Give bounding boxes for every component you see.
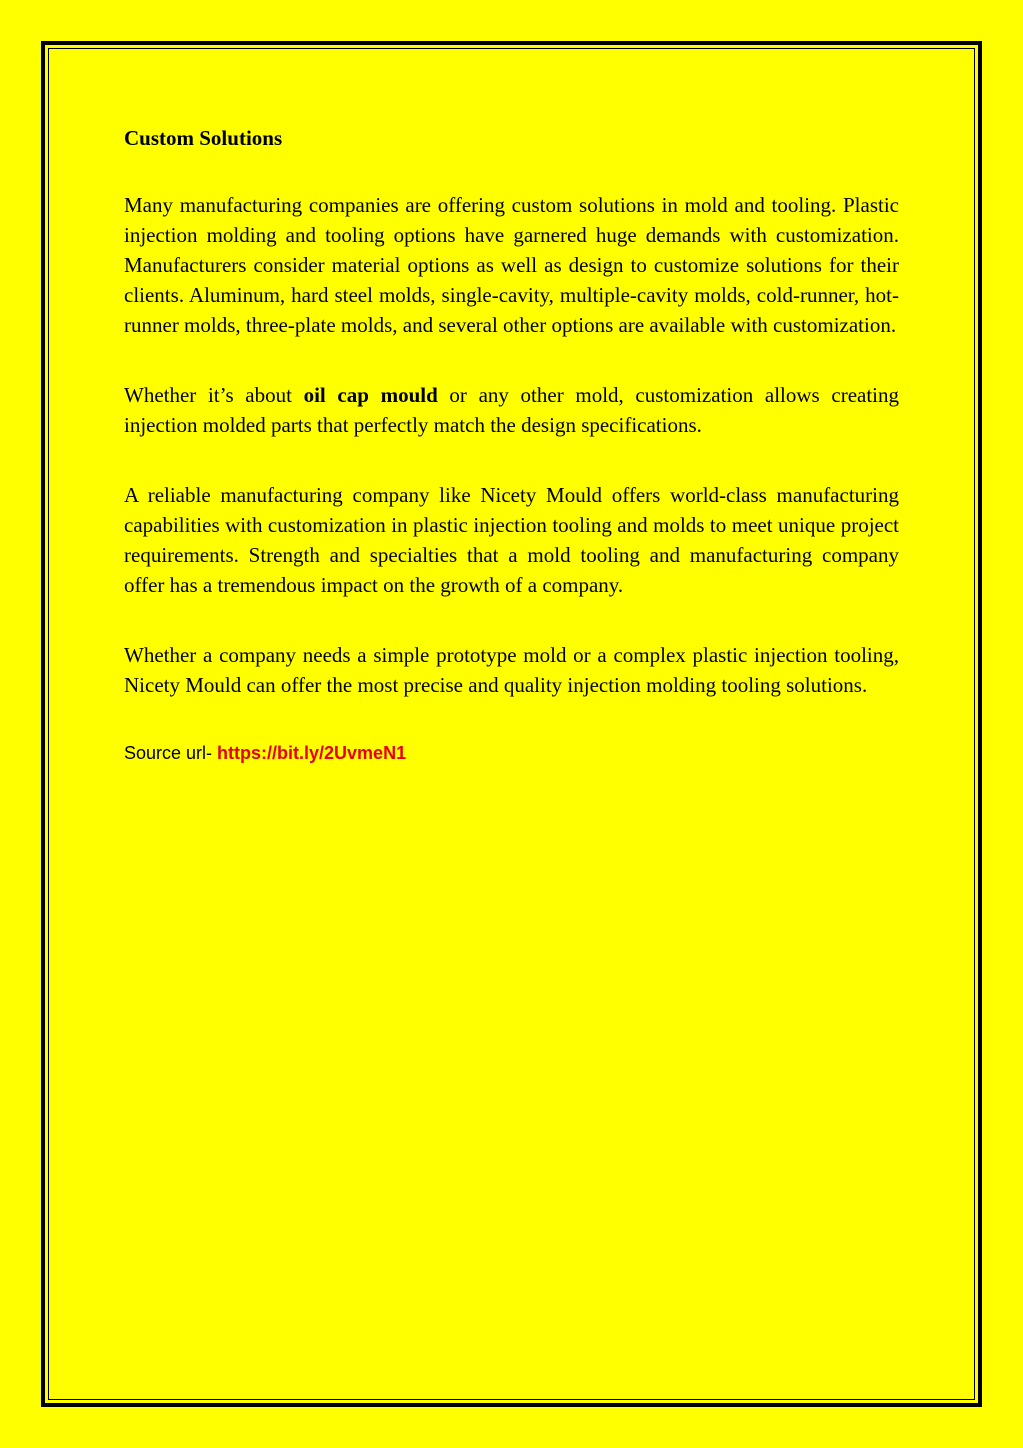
paragraph-nicety-mould: A reliable manufacturing company like Nicety Mould offers world-class manufacturing capabilities with customization in plastic injection tooling and molds to meet unique project requirements. Strength and specialties that a mold tooling and manufacturing company offer has a tremendous impact on the growth of a company. bbox=[124, 483, 899, 597]
source-link[interactable]: https://bit.ly/2UvmeN1 bbox=[217, 743, 407, 763]
source-line bbox=[124, 740, 899, 766]
paragraph-oil-cap-mould bbox=[124, 380, 899, 440]
paragraph-prototype-mold: Whether a company needs a simple prototype mold or a complex plastic injection tooling, Nicety Mould can offer the most precise and quality injection molding tooling solutions. bbox=[124, 643, 899, 697]
source-label: Source url- bbox=[124, 743, 218, 763]
section-heading: Custom Solutions bbox=[124, 126, 283, 150]
document-body bbox=[124, 123, 899, 766]
paragraph-text-before: Whether it’s about bbox=[124, 383, 304, 407]
paragraph-text-after: or any other mold, customization allows creating injection molded parts that perfectly match the design specifications. bbox=[124, 383, 899, 437]
paragraph-custom-solutions: Many manufacturing companies are offering custom solutions in mold and tooling. Plastic injection molding and tooling options have garnered huge demands with customization. Manufacturers consider material options as well as design to customize solutions for their clients. Aluminum, hard steel molds, single-cavity, multiple-cavity molds, cold-runner, hot-runner molds, three-plate molds, and several other options are available with customization. bbox=[124, 193, 899, 337]
keyword-oil-cap-mould: oil cap mould bbox=[303, 383, 438, 407]
